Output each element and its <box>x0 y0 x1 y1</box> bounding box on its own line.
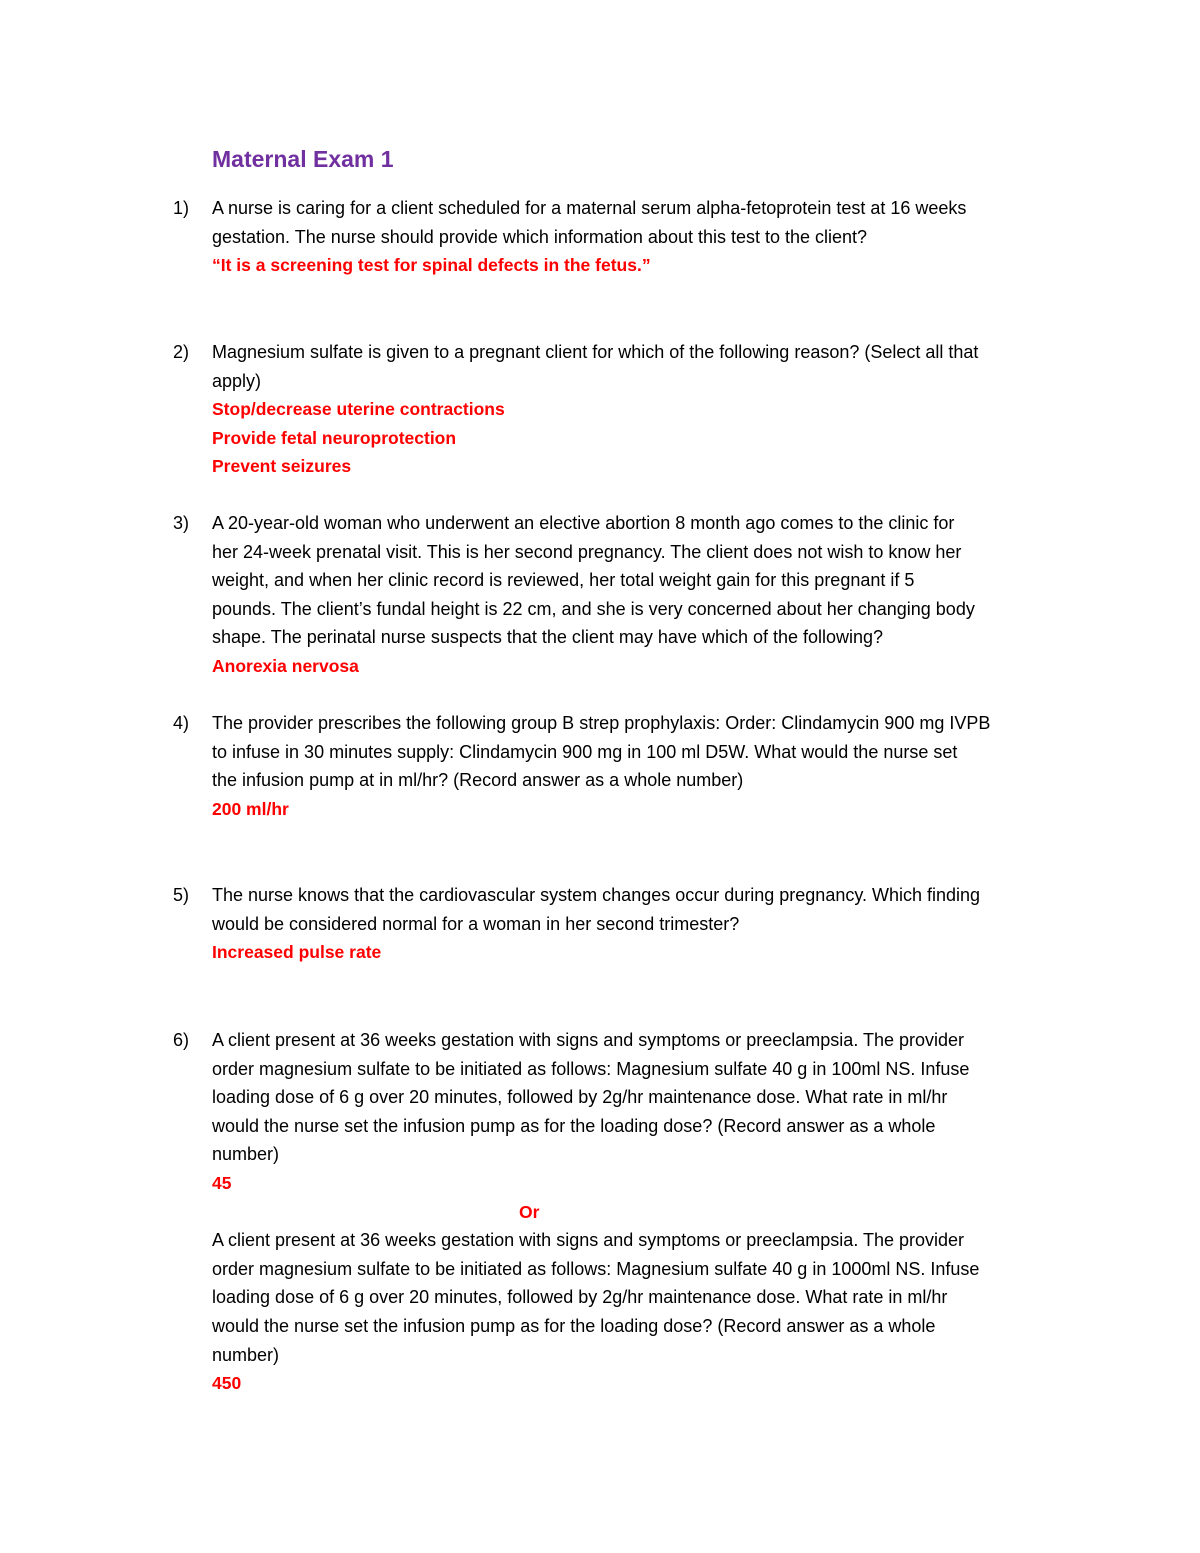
question-4 <box>173 709 1073 823</box>
question-number: 6) <box>173 1030 190 1050</box>
question-text-line: her 24-week prenatal visit. This is her second pregnancy. The client does not wish to know her <box>212 541 962 562</box>
question-text-line: apply) <box>212 370 262 391</box>
question-text-line: Magnesium sulfate is given to a pregnant client for which of the following reason? (Select all that <box>212 342 979 362</box>
answer-text: 45 <box>212 1172 232 1193</box>
question-text-line: would be considered normal for a woman in her second trimester? <box>212 913 740 934</box>
question-body <box>212 881 1072 967</box>
question-text-line: order magnesium sulfate to be initiated as follows: Magnesium sulfate 40 g in 100ml NS. Infuse <box>212 1058 970 1079</box>
or-separator: Or <box>519 1201 540 1222</box>
question-number: 4) <box>173 713 190 733</box>
page-title: Maternal Exam 1 <box>212 146 394 172</box>
question-5 <box>173 881 1073 967</box>
question-text-line: to infuse in 30 minutes supply: Clindamycin 900 mg in 100 ml D5W. What would the nurse set <box>212 741 958 762</box>
answer-text: Provide fetal neuroprotection <box>212 427 457 448</box>
alt-question-text-line: loading dose of 6 g over 20 minutes, followed by 2g/hr maintenance dose. What rate in ml/hr <box>212 1287 948 1308</box>
question-body <box>212 709 1072 823</box>
question-text-line: the infusion pump at in ml/hr? (Record answer as a whole number) <box>212 770 744 791</box>
question-text-line: The provider prescribes the following group B strep prophylaxis: Order: Clindamycin 900 mg IVPB <box>212 713 991 733</box>
alt-question-text-line: number) <box>212 1344 280 1365</box>
question-1 <box>173 194 1073 280</box>
answer-text: Stop/decrease uterine contractions <box>212 399 505 420</box>
alt-question-text-line: A client present at 36 weeks gestation with signs and symptoms or preeclampsia. The provider <box>212 1230 965 1251</box>
question-3 <box>173 509 1073 681</box>
alt-question-text-line: order magnesium sulfate to be initiated as follows: Magnesium sulfate 40 g in 1000ml NS. Infuse <box>212 1258 980 1279</box>
question-text-line: pounds. The client’s fundal height is 22 cm, and she is very concerned about her changing body <box>212 598 975 619</box>
answer-text: 200 ml/hr <box>212 798 289 819</box>
question-text-line: A 20-year-old woman who underwent an elective abortion 8 month ago comes to the clinic for <box>212 513 955 533</box>
question-text-line: would the nurse set the infusion pump as for the loading dose? (Record answer as a whole <box>212 1115 936 1136</box>
question-number: 5) <box>173 885 190 905</box>
question-number: 1) <box>173 198 190 218</box>
question-text-line: number) <box>212 1144 280 1165</box>
question-text-line: weight, and when her clinic record is reviewed, her total weight gain for this pregnant if 5 <box>212 570 915 591</box>
question-text-line: A client present at 36 weeks gestation with signs and symptoms or preeclampsia. The provider <box>212 1030 965 1050</box>
question-text-line: loading dose of 6 g over 20 minutes, followed by 2g/hr maintenance dose. What rate in ml/hr <box>212 1087 948 1108</box>
question-body <box>212 338 1072 481</box>
question-body <box>212 509 1072 681</box>
question-text-line: The nurse knows that the cardiovascular system changes occur during pregnancy. Which finding <box>212 885 981 905</box>
question-text-line: A nurse is caring for a client scheduled for a maternal serum alpha-fetoprotein test at 16 weeks <box>212 198 967 218</box>
answer-text: Anorexia nervosa <box>212 655 359 676</box>
answer-text: Increased pulse rate <box>212 942 382 963</box>
answer-text: Prevent seizures <box>212 456 352 477</box>
question-2 <box>173 338 1073 481</box>
alt-question-text-line: would the nurse set the infusion pump as for the loading dose? (Record answer as a whole <box>212 1315 936 1336</box>
question-text-line: gestation. The nurse should provide which information about this test to the client? <box>212 226 868 247</box>
answer-text: “It is a screening test for spinal defects in the fetus.” <box>212 255 651 276</box>
question-body <box>212 1026 1072 1398</box>
question-number: 3) <box>173 513 190 533</box>
alt-answer-text: 450 <box>212 1373 242 1394</box>
question-6 <box>173 1026 1073 1398</box>
question-number: 2) <box>173 342 190 362</box>
question-text-line: shape. The perinatal nurse suspects that the client may have which of the following? <box>212 627 884 648</box>
question-body <box>212 194 1072 280</box>
